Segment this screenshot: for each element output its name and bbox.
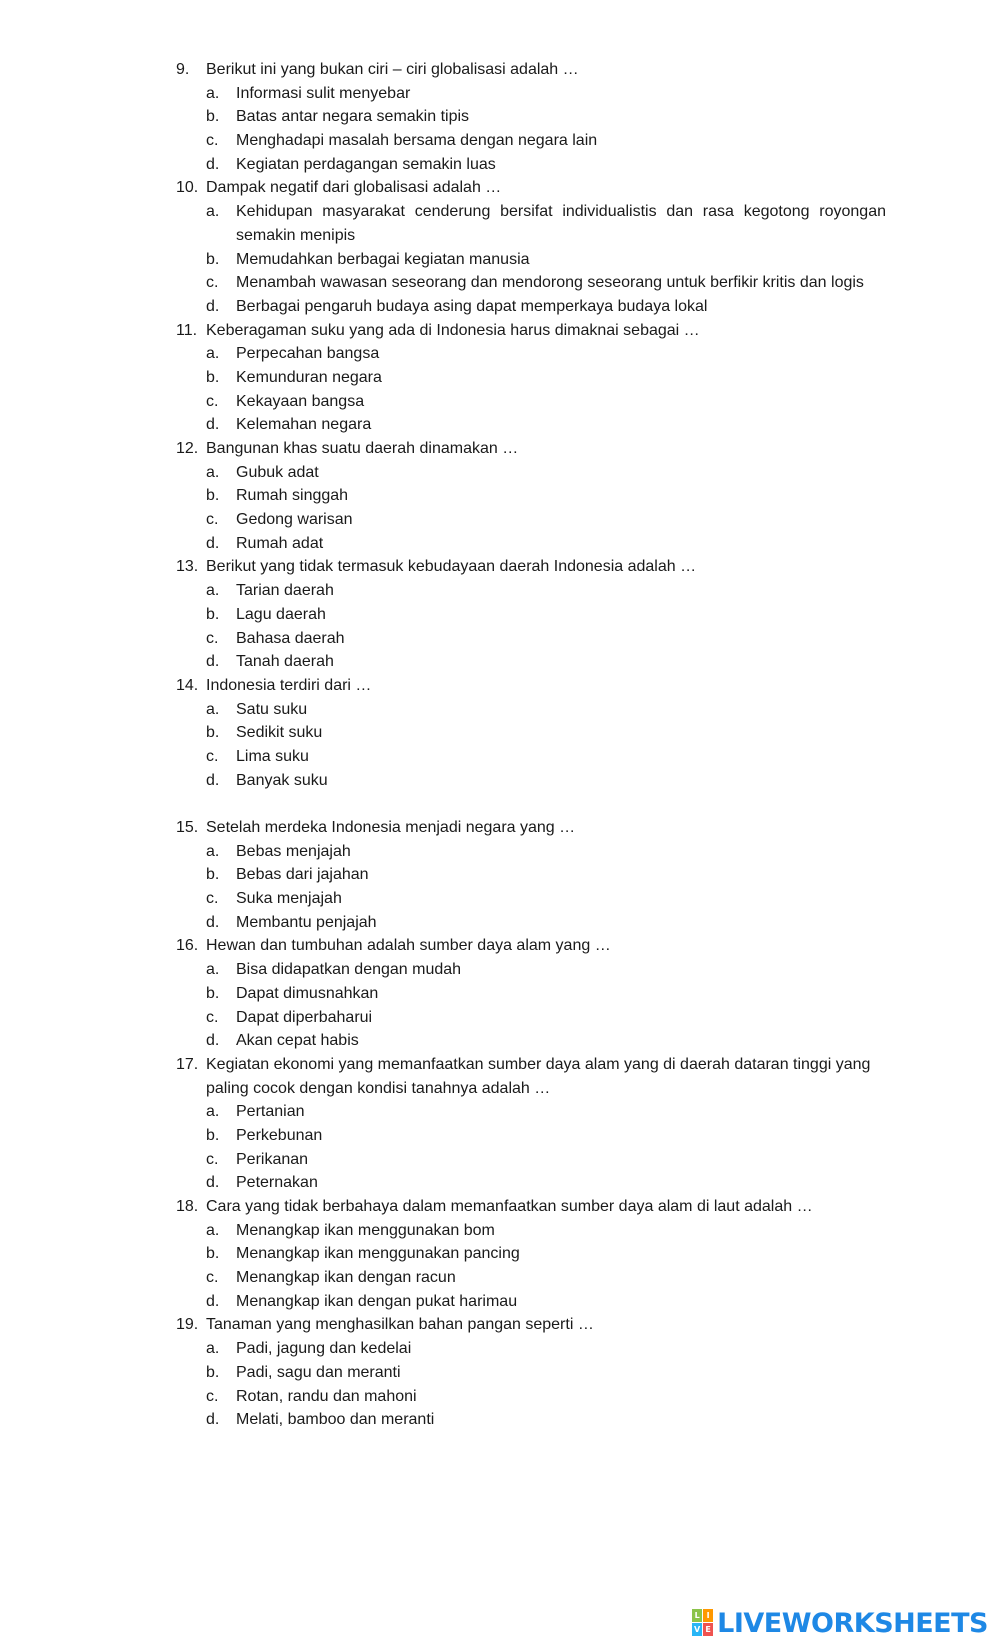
option-a[interactable] xyxy=(0,82,999,106)
option-letter: a. xyxy=(206,700,220,718)
question-text: Dampak negatif dari globalisasi adalah … xyxy=(206,179,502,197)
option-letter: c. xyxy=(206,1008,219,1026)
option-b[interactable] xyxy=(0,1242,999,1266)
option-letter: a. xyxy=(206,1221,220,1239)
option-a[interactable] xyxy=(0,1337,999,1361)
option-text: Banyak suku xyxy=(236,771,328,789)
option-text: Akan cepat habis xyxy=(236,1032,359,1050)
option-d[interactable] xyxy=(0,1408,999,1432)
option-letter: c. xyxy=(206,890,219,908)
option-letter: a. xyxy=(206,84,220,102)
option-letter: b. xyxy=(206,724,220,742)
question-text: Setelah merdeka Indonesia menjadi negara yang … xyxy=(206,819,576,837)
option-text: Kekayaan bangsa xyxy=(236,392,365,410)
question-19 xyxy=(0,1313,999,1431)
liveworksheets-logo-icon xyxy=(692,1609,714,1637)
option-letter: b. xyxy=(206,487,220,505)
option-c[interactable] xyxy=(0,745,999,769)
question-15 xyxy=(0,816,999,934)
option-text: Lagu daerah xyxy=(236,605,326,623)
question-text: Berikut ini yang bukan ciri – ciri globalisasi adalah … xyxy=(206,61,579,78)
option-text: Rumah singgah xyxy=(236,487,349,505)
option-text: Perpecahan bangsa xyxy=(236,345,380,363)
option-letter: a. xyxy=(206,203,220,221)
option-text: Perikanan xyxy=(236,1150,309,1168)
option-text: Satu suku xyxy=(236,700,308,718)
option-c[interactable] xyxy=(0,271,999,295)
option-d[interactable] xyxy=(0,1171,999,1195)
question-text: Tanaman yang menghasilkan bahan pangan seperti … xyxy=(206,1316,594,1334)
option-text: Menghadapi masalah bersama dengan negara lain xyxy=(236,132,598,150)
question-number: 19. xyxy=(176,1316,199,1334)
option-c[interactable] xyxy=(0,508,999,532)
option-letter: d. xyxy=(206,297,220,315)
option-d[interactable] xyxy=(0,1029,999,1053)
option-letter: a. xyxy=(206,1103,220,1121)
option-text: Gubuk adat xyxy=(236,463,319,481)
question-text: Indonesia terdiri dari … xyxy=(206,676,372,694)
option-text: Bahasa daerah xyxy=(236,629,345,647)
option-text: Informasi sulit menyebar xyxy=(236,84,411,102)
option-text: Kelemahan negara xyxy=(236,416,372,434)
option-letter: a. xyxy=(206,842,220,860)
option-c[interactable] xyxy=(0,1148,999,1172)
option-b[interactable] xyxy=(0,982,999,1006)
liveworksheets-logo xyxy=(692,1606,988,1640)
option-letter: b. xyxy=(206,1363,220,1381)
option-text: Membantu penjajah xyxy=(236,913,377,931)
option-d[interactable] xyxy=(0,769,999,793)
option-b[interactable] xyxy=(0,603,999,627)
option-d[interactable] xyxy=(0,1290,999,1314)
option-text: Pertanian xyxy=(236,1103,305,1121)
option-a[interactable] xyxy=(0,840,999,864)
option-text: Kegiatan perdagangan semakin luas xyxy=(236,155,496,173)
option-text: Gedong warisan xyxy=(236,511,353,529)
option-text: Dapat diperbaharui xyxy=(236,1008,373,1026)
option-text: Tanah daerah xyxy=(236,653,334,671)
question-number: 11. xyxy=(176,321,198,339)
option-letter: b. xyxy=(206,866,220,884)
option-text: Perkebunan xyxy=(236,1126,323,1144)
option-c[interactable] xyxy=(0,1266,999,1290)
option-c[interactable] xyxy=(0,129,999,153)
option-text: Rumah adat xyxy=(236,534,324,552)
option-text: Menangkap ikan menggunakan bom xyxy=(236,1221,495,1239)
option-letter: b. xyxy=(206,1245,220,1263)
question-number: 14. xyxy=(176,676,199,694)
question-number: 18. xyxy=(176,1198,199,1216)
option-letter: b. xyxy=(206,250,220,268)
option-letter: a. xyxy=(206,961,220,979)
option-d[interactable] xyxy=(0,650,999,674)
question-number: 9. xyxy=(176,61,190,78)
option-letter: c. xyxy=(206,132,219,150)
option-a[interactable] xyxy=(0,461,999,485)
option-text: Dapat dimusnahkan xyxy=(236,984,379,1002)
option-letter: b. xyxy=(206,605,220,623)
option-a[interactable] xyxy=(0,1100,999,1124)
option-letter: d. xyxy=(206,1292,220,1310)
option-text: Bebas menjajah xyxy=(236,842,351,860)
question-16 xyxy=(0,934,999,1052)
option-b[interactable] xyxy=(0,105,999,129)
option-letter: a. xyxy=(206,345,220,363)
question-13 xyxy=(0,555,999,673)
option-letter: c. xyxy=(206,1269,219,1287)
option-letter: d. xyxy=(206,653,220,671)
option-c[interactable] xyxy=(0,1385,999,1409)
option-b[interactable] xyxy=(0,863,999,887)
option-letter: c. xyxy=(206,629,219,647)
option-d[interactable] xyxy=(0,911,999,935)
question-14 xyxy=(0,674,999,792)
option-d[interactable] xyxy=(0,153,999,177)
option-text: Padi, jagung dan kedelai xyxy=(236,1340,412,1358)
option-d[interactable] xyxy=(0,295,999,319)
option-letter: d. xyxy=(206,1411,220,1429)
option-text: Memudahkan berbagai kegiatan manusia xyxy=(236,250,530,268)
question-number: 15. xyxy=(176,819,199,837)
option-letter: d. xyxy=(206,771,220,789)
question-11 xyxy=(0,319,999,437)
option-letter: a. xyxy=(206,582,220,600)
option-letter: b. xyxy=(206,368,220,386)
option-text: Sedikit suku xyxy=(236,724,323,742)
option-text: Kemunduran negara xyxy=(236,368,382,386)
question-18 xyxy=(0,1195,999,1313)
option-letter: c. xyxy=(206,1387,219,1405)
option-letter: d. xyxy=(206,155,220,173)
option-letter: b. xyxy=(206,1126,220,1144)
option-text: Peternakan xyxy=(236,1174,318,1192)
question-text: Berikut yang tidak termasuk kebudayaan daerah Indonesia adalah … xyxy=(206,558,697,576)
option-a[interactable] xyxy=(0,579,999,603)
option-letter: d. xyxy=(206,1032,220,1050)
question-12 xyxy=(0,437,999,555)
option-text: Lima suku xyxy=(236,747,309,765)
option-letter: a. xyxy=(206,1340,220,1358)
option-text: Suka menjajah xyxy=(236,890,342,908)
option-a[interactable] xyxy=(0,200,999,247)
option-letter: c. xyxy=(206,274,219,292)
option-b[interactable] xyxy=(0,248,999,272)
option-letter: b. xyxy=(206,984,220,1002)
option-a[interactable] xyxy=(0,342,999,366)
question-10 xyxy=(0,176,999,318)
question-text: Cara yang tidak berbahaya dalam memanfaatkan sumber daya alam di laut adalah … xyxy=(206,1198,813,1216)
option-text: Kehidupan masyarakat cenderung bersifat individualistis dan rasa kegotong royongan semakin menipis xyxy=(236,203,886,244)
logo-wordmark: LIVEWORKSHEETS xyxy=(717,1607,988,1639)
option-letter: c. xyxy=(206,511,219,529)
question-text: Hewan dan tumbuhan adalah sumber daya alam yang … xyxy=(206,937,611,955)
option-letter: a. xyxy=(206,463,220,481)
option-b[interactable] xyxy=(0,1361,999,1385)
option-text: Berbagai pengaruh budaya asing dapat memperkaya budaya lokal xyxy=(236,297,708,315)
question-9 xyxy=(0,58,999,176)
option-text: Rotan, randu dan mahoni xyxy=(236,1387,417,1405)
option-a[interactable] xyxy=(0,958,999,982)
option-b[interactable] xyxy=(0,366,999,390)
option-letter: d. xyxy=(206,1174,220,1192)
option-b[interactable] xyxy=(0,721,999,745)
option-text: Bisa didapatkan dengan mudah xyxy=(236,961,462,979)
question-number: 17. xyxy=(176,1055,199,1073)
option-text: Melati, bamboo dan meranti xyxy=(236,1411,435,1429)
option-text: Menangkap ikan dengan racun xyxy=(236,1269,456,1287)
question-number: 12. xyxy=(176,440,199,458)
option-text: Batas antar negara semakin tipis xyxy=(236,108,470,126)
option-letter: c. xyxy=(206,747,219,765)
logo-tile-i: I xyxy=(703,1609,713,1622)
option-letter: c. xyxy=(206,392,219,410)
option-a[interactable] xyxy=(0,1219,999,1243)
logo-tile-e: E xyxy=(703,1623,713,1636)
option-text: Tarian daerah xyxy=(236,582,334,600)
option-c[interactable] xyxy=(0,627,999,651)
question-text: Kegiatan ekonomi yang memanfaatkan sumber daya alam yang di daerah dataran tinggi yang paling cocok dengan kondisi tanahnya adalah … xyxy=(206,1055,871,1097)
option-text: Menangkap ikan dengan pukat harimau xyxy=(236,1292,518,1310)
question-text: Keberagaman suku yang ada di Indonesia harus dimaknai sebagai … xyxy=(206,321,700,339)
option-d[interactable] xyxy=(0,413,999,437)
option-c[interactable] xyxy=(0,1006,999,1030)
question-text: Bangunan khas suatu daerah dinamakan … xyxy=(206,440,519,458)
option-letter: d. xyxy=(206,416,220,434)
question-number: 13. xyxy=(176,558,199,576)
option-c[interactable] xyxy=(0,390,999,414)
option-c[interactable] xyxy=(0,887,999,911)
option-text: Menambah wawasan seseorang dan mendorong seseorang untuk berfikir kritis dan logis xyxy=(236,274,864,292)
option-letter: b. xyxy=(206,108,220,126)
logo-tile-l: L xyxy=(692,1609,702,1622)
question-number: 16. xyxy=(176,937,199,955)
worksheet-question-list xyxy=(0,58,999,1432)
question-number: 10. xyxy=(176,179,199,197)
option-text: Menangkap ikan menggunakan pancing xyxy=(236,1245,520,1263)
question-17 xyxy=(0,1053,999,1195)
option-a[interactable] xyxy=(0,698,999,722)
logo-tile-v: V xyxy=(694,1625,701,1634)
option-text: Bebas dari jajahan xyxy=(236,866,369,884)
option-d[interactable] xyxy=(0,532,999,556)
option-letter: c. xyxy=(206,1150,219,1168)
option-text: Padi, sagu dan meranti xyxy=(236,1363,401,1381)
option-b[interactable] xyxy=(0,1124,999,1148)
option-b[interactable] xyxy=(0,484,999,508)
option-letter: d. xyxy=(206,534,220,552)
option-letter: d. xyxy=(206,913,220,931)
